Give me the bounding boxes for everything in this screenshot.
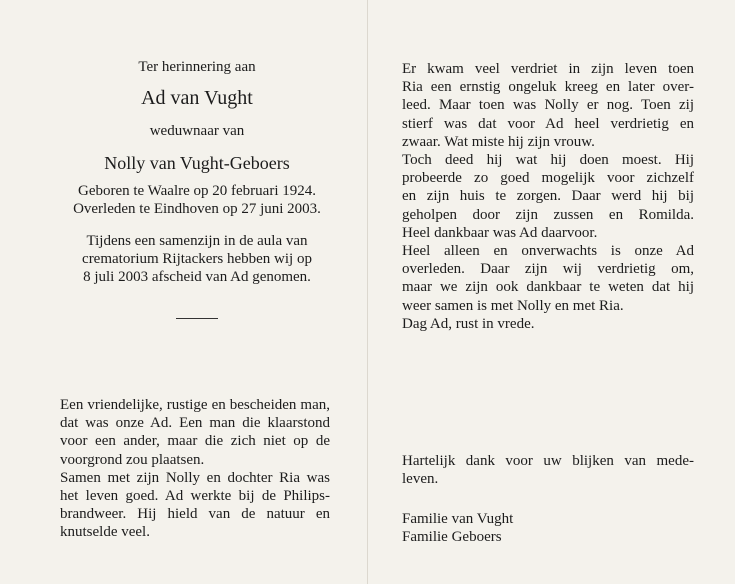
bio-line: voorgrond zou plaatsen. — [60, 451, 205, 468]
death-text: Overleden te Eindhoven op 27 juni 2003. — [73, 201, 321, 217]
spouse-name: Nolly van Vught-Geboers — [104, 153, 290, 173]
birth-text: Geboren te Waalre op 20 februari 1924. — [77, 183, 316, 199]
thanks-line: Hartelijk dank voor uw blijken van mede- — [402, 453, 694, 469]
ceremony-line: crematorium Rijtackers hebben wij op — [82, 251, 312, 267]
bio-line: Samen met zijn Nolly en dochter Ria was — [60, 469, 330, 486]
story-line: Dag Ad, rust in vrede. — [402, 315, 535, 332]
thanks-block — [402, 452, 694, 488]
intro-text: Ter herinnering aan — [138, 59, 256, 75]
story-line: overleden. Daar zijn wij verdrietig om, — [402, 261, 694, 278]
relation-text: weduwnaar van — [149, 123, 245, 139]
biography — [60, 396, 330, 542]
story-line: maar we zijn ook dankbaar te weten dat hij — [402, 279, 694, 296]
story-line: weer samen is met Nolly en met Ria. — [402, 297, 624, 314]
bio-line: het leven goed. Ad werkte bij de Philips- — [60, 488, 330, 505]
ceremony-line: 8 juli 2003 afscheid van Ad genomen. — [83, 269, 311, 285]
story-line: leed. Maar toen was Nolly er nog. Toen zij — [402, 97, 694, 114]
story-line: Heel dankbaar was Ad daarvoor. — [402, 224, 598, 241]
family-name: Familie Geboers — [402, 529, 502, 545]
thanks-line: leven. — [402, 471, 439, 488]
story-line: Ria een ernstig ongeluk kreeg en later over- — [402, 79, 694, 96]
story-line: probeerde zo goed mogelijk voor zichzelf — [402, 170, 694, 187]
family-signature — [402, 510, 694, 546]
left-panel — [60, 58, 334, 319]
deceased-name: Ad van Vught — [141, 87, 253, 109]
story-line: zwaar. Wat miste hij zijn vrouw. — [402, 133, 595, 150]
story-line: Er kwam veel verdriet in zijn leven toen — [402, 61, 694, 77]
story-line: Toch deed hij wat hij doen moest. Hij — [402, 152, 694, 169]
story-line: en zijn huis te zorgen. Daar werd hij bij — [402, 188, 694, 205]
bio-line: voor een ander, maar die zich niet op de — [60, 433, 330, 450]
card-fold — [367, 0, 368, 584]
bio-line: knutselde veel. — [60, 524, 150, 541]
family-name: Familie van Vught — [402, 511, 514, 527]
bio-line: brandweer. Hij hield van de natuur en — [60, 506, 330, 523]
ceremony-line: Tijdens een samenzijn in de aula van — [86, 233, 308, 249]
story-line: geholpen door zijn zussen en Romilda. — [402, 206, 694, 223]
bio-line: dat was onze Ad. Een man die klaarstond — [60, 415, 330, 432]
story-line: Heel alleen en onverwachts is onze Ad — [402, 243, 694, 260]
divider-line — [176, 318, 218, 319]
bio-line: Een vriendelijke, rustige en bescheiden man, — [60, 397, 330, 413]
story-line: stierf was dat voor Ad heel verdrietig en — [402, 115, 694, 132]
right-panel — [402, 60, 694, 333]
